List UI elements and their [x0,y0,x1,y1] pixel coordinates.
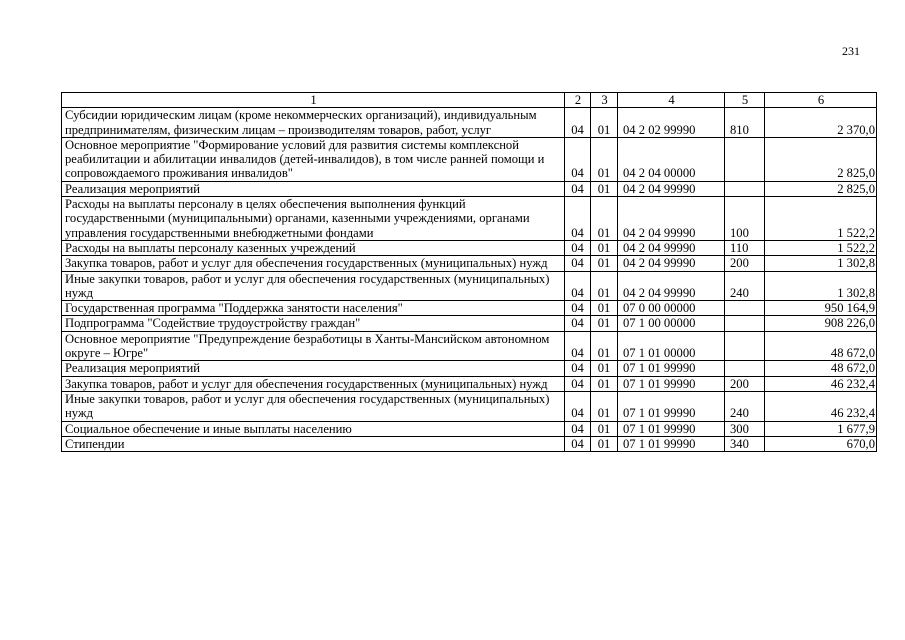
table-row [62,256,877,271]
target-article-cell: 07 1 01 99990 [618,391,725,421]
subsection-code-cell: 01 [591,376,618,391]
row-name-cell: Расходы на выплаты персоналу казенных учреждений [62,240,565,255]
expense-type-cell [725,137,765,181]
section-code-cell: 04 [565,391,591,421]
target-article-cell: 07 1 01 99990 [618,361,725,376]
subsection-code-cell: 01 [591,181,618,196]
row-name-cell: Субсидии юридическим лицам (кроме некоммерческих организаций), индивидуальным предпринимателям, физическим лицам – производителям товаров, работ, услуг [62,108,565,138]
amount-cell: 2 825,0 [765,137,877,181]
section-code-cell: 04 [565,301,591,316]
section-code-cell: 04 [565,197,591,241]
table-row [62,316,877,331]
row-name-cell: Закупка товаров, работ и услуг для обеспечения государственных (муниципальных) нужд [62,256,565,271]
table-row [62,301,877,316]
table-row [62,361,877,376]
section-code-cell: 04 [565,376,591,391]
section-code-cell: 04 [565,421,591,436]
section-code-cell: 04 [565,240,591,255]
amount-cell: 670,0 [765,436,877,451]
subsection-code-cell: 01 [591,436,618,451]
header-col-6: 6 [765,93,877,108]
target-article-cell: 07 1 01 99990 [618,421,725,436]
subsection-code-cell: 01 [591,421,618,436]
target-article-cell: 07 1 01 99990 [618,376,725,391]
section-code-cell: 04 [565,256,591,271]
target-article-cell: 04 2 04 99990 [618,271,725,301]
subsection-code-cell: 01 [591,301,618,316]
amount-cell: 950 164,9 [765,301,877,316]
header-col-4: 4 [618,93,725,108]
table-header [62,93,877,108]
expense-type-cell [725,316,765,331]
subsection-code-cell: 01 [591,316,618,331]
header-col-3: 3 [591,93,618,108]
expense-type-cell: 200 [725,376,765,391]
amount-cell: 1 302,8 [765,271,877,301]
table-row [62,271,877,301]
expense-type-cell [725,301,765,316]
subsection-code-cell: 01 [591,197,618,241]
amount-cell: 1 522,2 [765,240,877,255]
subsection-code-cell: 01 [591,271,618,301]
expense-type-cell [725,181,765,196]
page-number: 231 [842,44,860,58]
header-col-2: 2 [565,93,591,108]
expense-type-cell: 240 [725,391,765,421]
section-code-cell: 04 [565,108,591,138]
subsection-code-cell: 01 [591,391,618,421]
table-row [62,331,877,361]
target-article-cell: 07 1 01 99990 [618,436,725,451]
section-code-cell: 04 [565,181,591,196]
row-name-cell: Стипендии [62,436,565,451]
target-article-cell: 04 2 04 99990 [618,240,725,255]
subsection-code-cell: 01 [591,240,618,255]
target-article-cell: 04 2 04 99990 [618,197,725,241]
row-name-cell: Подпрограмма "Содействие трудоустройству граждан" [62,316,565,331]
amount-cell: 1 302,8 [765,256,877,271]
section-code-cell: 04 [565,271,591,301]
expense-type-cell: 110 [725,240,765,255]
subsection-code-cell: 01 [591,361,618,376]
amount-cell: 48 672,0 [765,331,877,361]
subsection-code-cell: 01 [591,256,618,271]
section-code-cell: 04 [565,361,591,376]
section-code-cell: 04 [565,331,591,361]
row-name-cell: Социальное обеспечение и иные выплаты населению [62,421,565,436]
amount-cell: 2 825,0 [765,181,877,196]
row-name-cell: Основное мероприятие "Формирование условий для развития системы комплексной реабилитации и абилитации инвалидов (детей-инвалидов), в том числе ранней помощи и сопровождаемого проживания инвалидов" [62,137,565,181]
amount-cell: 46 232,4 [765,376,877,391]
header-row [62,93,877,108]
subsection-code-cell: 01 [591,108,618,138]
amount-cell: 1 522,2 [765,197,877,241]
budget-table [61,92,877,452]
expense-type-cell: 340 [725,436,765,451]
row-name-cell: Реализация мероприятий [62,361,565,376]
expense-type-cell [725,331,765,361]
expense-type-cell: 100 [725,197,765,241]
row-name-cell: Иные закупки товаров, работ и услуг для обеспечения государственных (муниципальных) нужд [62,271,565,301]
expense-type-cell: 240 [725,271,765,301]
target-article-cell: 07 1 00 00000 [618,316,725,331]
amount-cell: 1 677,9 [765,421,877,436]
target-article-cell: 07 1 01 00000 [618,331,725,361]
table-row [62,137,877,181]
table-row [62,376,877,391]
amount-cell: 908 226,0 [765,316,877,331]
header-col-1: 1 [62,93,565,108]
table-row [62,391,877,421]
table-row [62,108,877,138]
subsection-code-cell: 01 [591,137,618,181]
row-name-cell: Расходы на выплаты персоналу в целях обеспечения выполнения функций государственными (муниципальными) органами, казенными учреждениями, органами управления государственными внебюджетными фондами [62,197,565,241]
row-name-cell: Реализация мероприятий [62,181,565,196]
header-col-5: 5 [725,93,765,108]
table-row [62,197,877,241]
section-code-cell: 04 [565,436,591,451]
amount-cell: 2 370,0 [765,108,877,138]
table-row [62,436,877,451]
target-article-cell: 04 2 04 99990 [618,256,725,271]
amount-cell: 46 232,4 [765,391,877,421]
section-code-cell: 04 [565,137,591,181]
expense-type-cell: 810 [725,108,765,138]
table-row [62,181,877,196]
table-body [62,108,877,452]
target-article-cell: 07 0 00 00000 [618,301,725,316]
expense-type-cell [725,361,765,376]
row-name-cell: Иные закупки товаров, работ и услуг для обеспечения государственных (муниципальных) нужд [62,391,565,421]
row-name-cell: Закупка товаров, работ и услуг для обеспечения государственных (муниципальных) нужд [62,376,565,391]
amount-cell: 48 672,0 [765,361,877,376]
target-article-cell: 04 2 02 99990 [618,108,725,138]
table-row [62,240,877,255]
target-article-cell: 04 2 04 99990 [618,181,725,196]
target-article-cell: 04 2 04 00000 [618,137,725,181]
table-row [62,421,877,436]
section-code-cell: 04 [565,316,591,331]
expense-type-cell: 200 [725,256,765,271]
expense-type-cell: 300 [725,421,765,436]
row-name-cell: Государственная программа "Поддержка занятости населения" [62,301,565,316]
row-name-cell: Основное мероприятие "Предупреждение безработицы в Ханты-Мансийском автономном округе – Югре" [62,331,565,361]
subsection-code-cell: 01 [591,331,618,361]
